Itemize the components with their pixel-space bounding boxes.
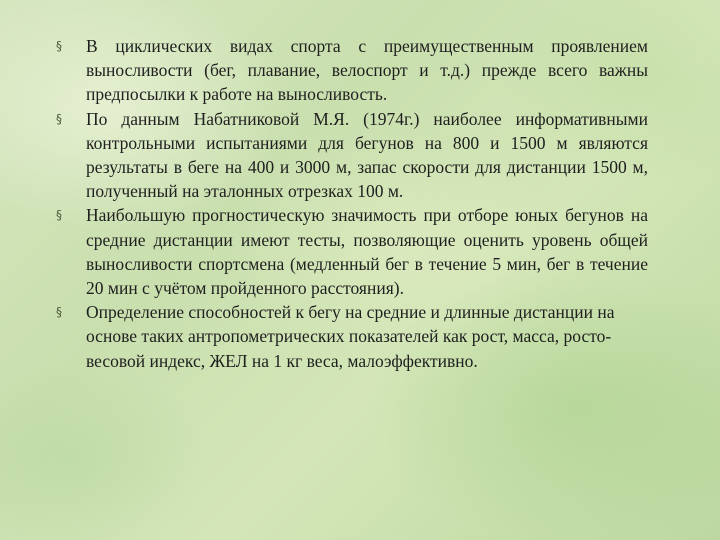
bullet-text: Наибольшую прогностическую значимость при отборе юных бегунов на средние дистанции имеют тесты, позволяющие оценить уровень общей выносливости спортсмена (медленный бег в течение 5 мин, бег в течение 20 мин с учётом пройденного расстояния). bbox=[86, 205, 648, 299]
bullet-item bbox=[56, 300, 648, 373]
bullet-text: В циклических видах спорта с преимущественным проявлением выносливости (бег, плавание, велоспорт и т.д.) прежде всего важны предпосылки к работе на выносливость. bbox=[86, 36, 648, 105]
bullet-marker-icon: § bbox=[56, 111, 62, 126]
bullet-item bbox=[56, 107, 648, 204]
bullet-text: По данным Набатниковой М.Я. (1974г.) наиболее информативными контрольными испытаниями для бегунов на 800 и 1500 м являются результаты в беге на 400 и 3000 м, запас скорости для дистанции 1500 м, полученный на эталонных отрезках 100 м. bbox=[86, 108, 648, 202]
bullet-marker-icon: § bbox=[56, 208, 62, 223]
bullet-marker-icon: § bbox=[56, 39, 62, 53]
bullet-item bbox=[56, 203, 648, 300]
bullet-item bbox=[56, 34, 648, 107]
slide-content bbox=[56, 34, 648, 514]
bullet-text: Определение способностей к бегу на средние и длинные дистанции на основе таких антропометрических показателей как рост, масса, росто-весовой индекс, ЖЕЛ на 1 кг веса, малоэффективно. bbox=[86, 302, 615, 371]
bullet-marker-icon: § bbox=[56, 305, 62, 320]
